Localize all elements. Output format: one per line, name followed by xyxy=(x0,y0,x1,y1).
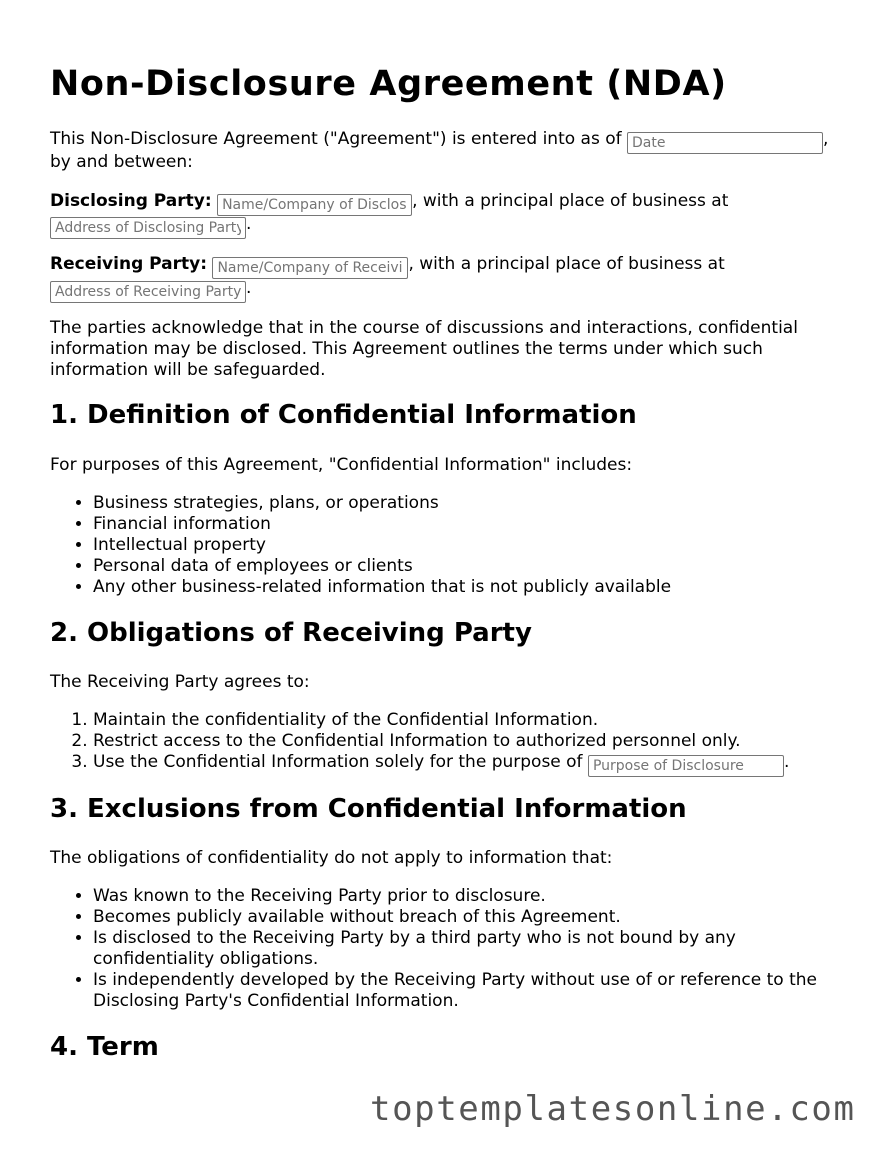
purpose-of-disclosure-field[interactable] xyxy=(588,755,784,777)
receiving-party-label: Receiving Party: xyxy=(50,254,208,274)
section-3-intro: The obligations of confidentiality do not apply to information that: xyxy=(50,848,613,868)
section-2-intro: The Receiving Party agrees to: xyxy=(50,672,310,692)
list-item: • Personal data of employees or clients xyxy=(93,556,853,577)
section-2-list xyxy=(50,710,853,777)
receiving-address-line xyxy=(50,278,251,303)
disclosing-party-address-field[interactable] xyxy=(50,217,246,239)
section-1-heading: 1. Definition of Confidential Information xyxy=(50,400,637,430)
receiving-party-name-field[interactable] xyxy=(212,257,408,279)
disclosing-end: . xyxy=(246,214,252,234)
list-item: • Becomes publicly available without breach of this Agreement. xyxy=(93,907,850,928)
date-field[interactable] xyxy=(627,132,823,154)
acknowledge-line-3: information will be safeguarded. xyxy=(50,360,326,380)
section-1-list xyxy=(50,493,853,598)
disclosing-party-line xyxy=(50,191,728,216)
list-item: • Intellectual property xyxy=(93,535,853,556)
section-3-list xyxy=(50,886,850,1012)
section-3-heading: 3. Exclusions from Confidential Information xyxy=(50,794,687,824)
acknowledge-line-2: information may be disclosed. This Agreement outlines the terms under which such xyxy=(50,339,763,359)
disclosing-party-label: Disclosing Party: xyxy=(50,191,212,211)
list-item xyxy=(93,752,853,777)
acknowledge-line-1: The parties acknowledge that in the course of discussions and interactions, confidential xyxy=(50,318,798,338)
list-item: • Is independently developed by the Receiving Party without use of or reference to the Disclosing Party's Confidential Information. xyxy=(93,970,850,1012)
list-item: • Financial information xyxy=(93,514,853,535)
purpose-end: . xyxy=(783,752,790,772)
intro-comma: , xyxy=(823,129,829,149)
receiving-end: . xyxy=(246,278,252,298)
list-item: • Any other business-related information that is not publicly available xyxy=(93,577,853,598)
list-item: • Was known to the Receiving Party prior to disclosure. xyxy=(93,886,850,907)
list-item: 1. Maintain the confidentiality of the Confidential Information. xyxy=(93,710,853,731)
disclosing-party-name-field[interactable] xyxy=(217,194,412,216)
list-item: • Business strategies, plans, or operations xyxy=(93,493,853,514)
intro-line xyxy=(50,129,850,154)
section-1-intro: For purposes of this Agreement, "Confidential Information" includes: xyxy=(50,455,633,475)
page-title: Non-Disclosure Agreement (NDA) xyxy=(50,64,727,104)
disclosing-party-middle: , with a principal place of business at xyxy=(412,191,729,211)
receiving-party-address-field[interactable] xyxy=(50,281,246,303)
receiving-party-middle: , with a principal place of business at xyxy=(408,254,725,274)
intro-by-and-between: by and between: xyxy=(50,152,193,172)
list-item-text: Use the Confidential Information solely for the purpose of xyxy=(93,752,583,772)
list-item: 2. Restrict access to the Confidential Information to authorized personnel only. xyxy=(93,731,853,752)
section-2-heading: 2. Obligations of Receiving Party xyxy=(50,618,532,648)
list-item: • Is disclosed to the Receiving Party by a third party who is not bound by any confidentiality obligations. xyxy=(93,928,753,970)
watermark: toptemplatesonline.com xyxy=(370,1089,856,1129)
intro-text: This Non-Disclosure Agreement ("Agreement") is entered into as of xyxy=(50,129,622,149)
disclosing-address-line xyxy=(50,214,251,239)
receiving-party-line xyxy=(50,254,725,279)
section-4-heading: 4. Term xyxy=(50,1032,159,1062)
